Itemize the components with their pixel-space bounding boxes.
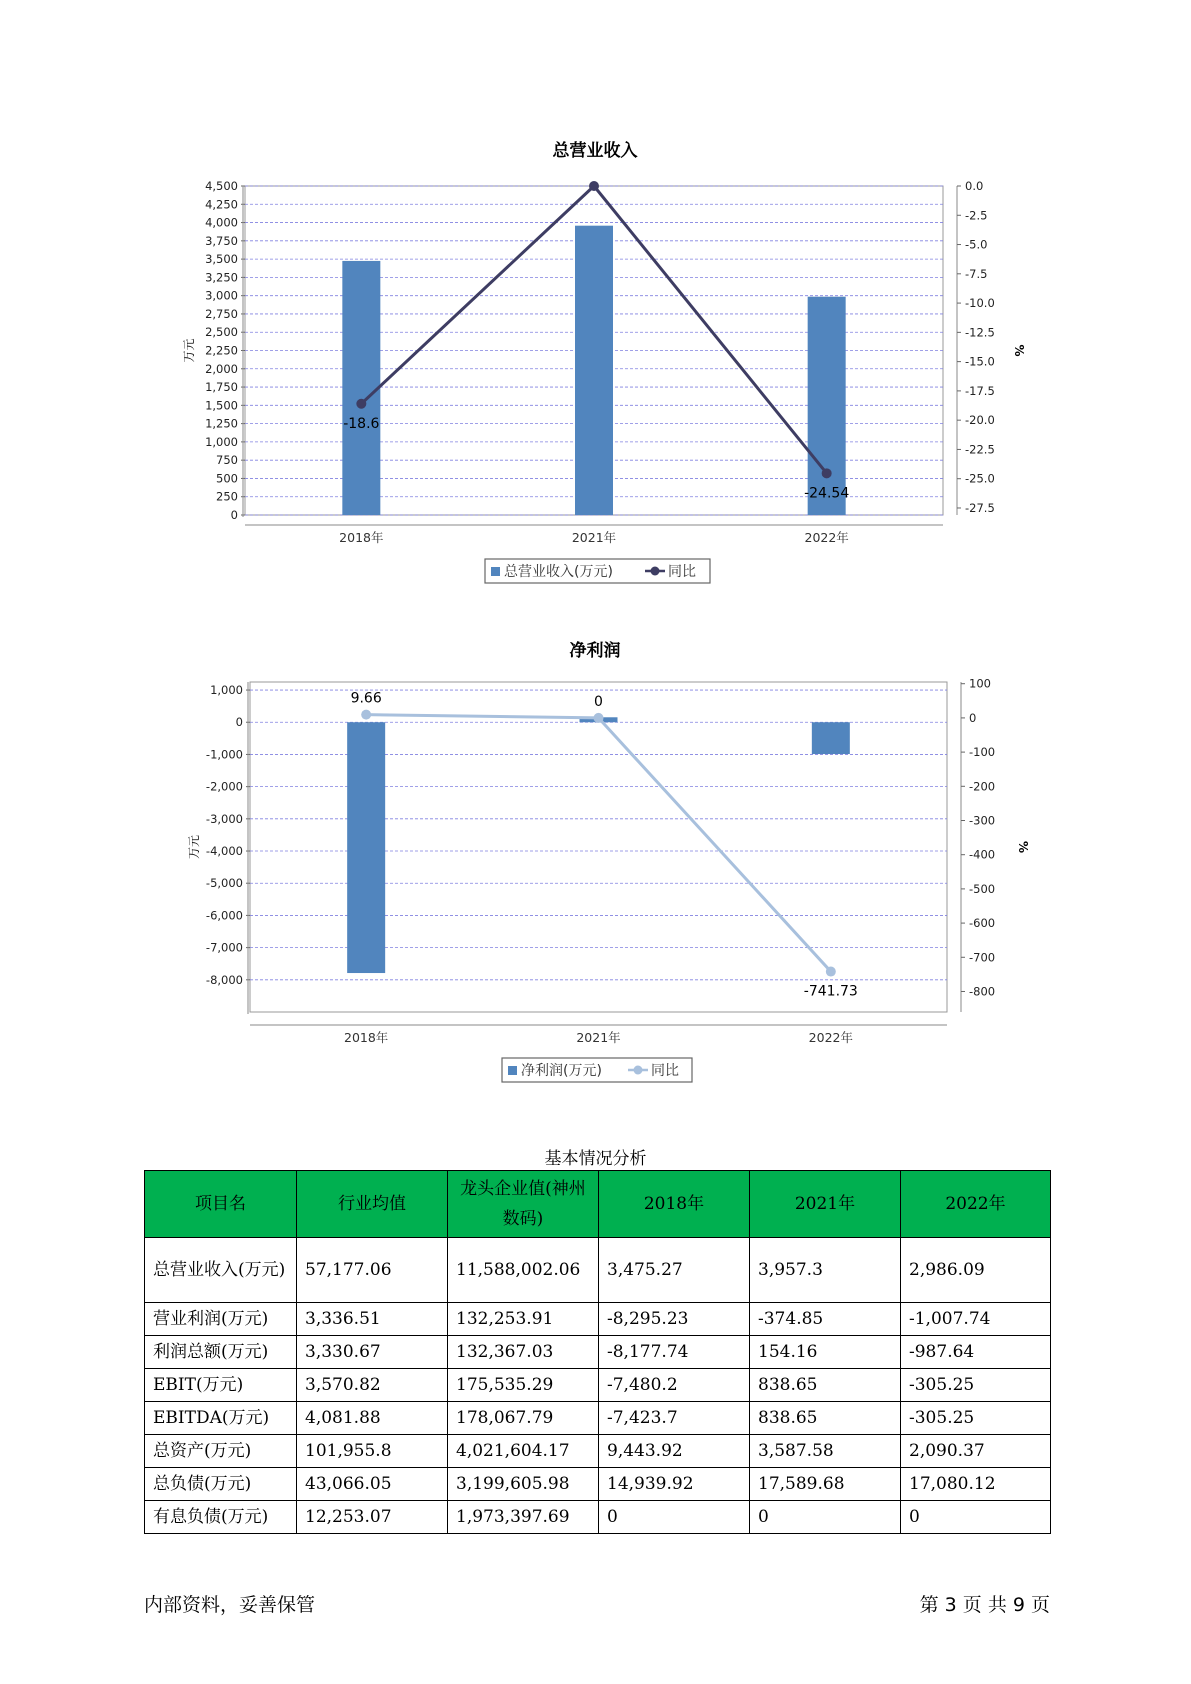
y2-tick-label: -17.5 xyxy=(965,383,995,398)
table-cell: 3,587.58 xyxy=(750,1435,901,1468)
table-cell: 12,253.07 xyxy=(297,1501,448,1534)
table-cell: 11,588,002.06 xyxy=(448,1238,599,1303)
y-tick-label: 1,500 xyxy=(205,398,238,413)
table-cell: -8,177.74 xyxy=(599,1336,750,1369)
data-label: -18.6 xyxy=(343,415,380,432)
y-axis-title: 万元 xyxy=(187,834,201,860)
row-label-cell: 有息负债(万元) xyxy=(145,1501,297,1534)
table-cell: 3,570.82 xyxy=(297,1369,448,1402)
y2-tick-label: -100 xyxy=(969,745,996,760)
legend-label-line: 同比 xyxy=(651,1063,679,1079)
chart-title: 总营业收入 xyxy=(552,141,638,161)
y2-tick-label: 100 xyxy=(969,676,991,691)
chart-svg xyxy=(0,130,1191,600)
basic-analysis-table xyxy=(144,1170,1051,1534)
bar-1 xyxy=(575,226,613,515)
table-cell: 2,090.37 xyxy=(901,1435,1051,1468)
table-cell: 0 xyxy=(599,1501,750,1534)
table-cell: -374.85 xyxy=(750,1303,901,1336)
legend-bar-swatch xyxy=(508,1066,517,1075)
footer-confidential: 内部资料，妥善保管 xyxy=(144,1594,316,1616)
table-cell: 3,475.27 xyxy=(599,1238,750,1303)
table-cell: 3,336.51 xyxy=(297,1303,448,1336)
y-tick-label: 3,250 xyxy=(205,270,238,285)
y2-tick-label: 0.0 xyxy=(965,179,984,193)
y-tick-label: -6,000 xyxy=(205,908,243,923)
table-cell: 43,066.05 xyxy=(297,1468,448,1501)
bar-2 xyxy=(812,722,850,754)
line-point-1 xyxy=(594,713,604,723)
table-title: 基本情况分析 xyxy=(544,1149,647,1169)
table-cell: 838.65 xyxy=(750,1402,901,1435)
table-cell: 178,067.79 xyxy=(448,1402,599,1435)
y2-tick-label: -22.5 xyxy=(965,442,995,457)
table-row xyxy=(145,1336,1051,1369)
revenue-chart xyxy=(0,130,1191,600)
y2-tick-label: -15.0 xyxy=(965,354,995,369)
y-tick-label: 500 xyxy=(216,471,238,486)
y2-tick-label: -400 xyxy=(969,847,996,862)
y2-tick-label: -200 xyxy=(969,779,996,794)
table-row xyxy=(145,1468,1051,1501)
header-leader-value: 龙头企业值(神州数码) xyxy=(448,1171,599,1238)
table-cell: 17,080.12 xyxy=(901,1468,1051,1501)
y2-tick-label: -2.5 xyxy=(965,208,988,223)
y-tick-label: 2,500 xyxy=(205,325,238,340)
y2-tick-label: -600 xyxy=(969,916,996,931)
x-tick-label: 2021年 xyxy=(576,1030,621,1045)
y-tick-label: 1,000 xyxy=(210,683,243,698)
x-tick-label: 2022年 xyxy=(808,1030,853,1045)
legend-label-bar: 总营业收入(万元) xyxy=(504,564,613,580)
y2-tick-label: -25.0 xyxy=(965,471,995,486)
y-tick-label: 4,000 xyxy=(205,215,238,230)
legend-label-bar: 净利润(万元) xyxy=(521,1063,602,1079)
y-tick-label: 3,000 xyxy=(205,288,238,303)
y-tick-label: 0 xyxy=(235,715,243,730)
table-row xyxy=(145,1501,1051,1534)
line-point-1 xyxy=(589,181,599,191)
legend-bar-swatch xyxy=(491,567,500,576)
y-tick-label: -8,000 xyxy=(205,972,243,987)
header-item-name: 项目名 xyxy=(145,1171,297,1238)
y-tick-label: -7,000 xyxy=(205,940,243,955)
y2-tick-label: 0 xyxy=(969,710,977,725)
y2-tick-label: -10.0 xyxy=(965,296,995,311)
row-label-cell: 总营业收入(万元) xyxy=(145,1238,297,1303)
table-cell: -1,007.74 xyxy=(901,1303,1051,1336)
table-cell: 17,589.68 xyxy=(750,1468,901,1501)
table-cell: -7,480.2 xyxy=(599,1369,750,1402)
table-row xyxy=(145,1303,1051,1336)
table-cell: 57,177.06 xyxy=(297,1238,448,1303)
y2-tick-label: -500 xyxy=(969,881,996,896)
data-label: -741.73 xyxy=(803,983,858,1000)
y-tick-label: 3,500 xyxy=(205,252,238,267)
table-cell: 0 xyxy=(901,1501,1051,1534)
y2-axis-title: % xyxy=(1012,344,1026,357)
table-cell: 3,330.67 xyxy=(297,1336,448,1369)
table-cell: 3,199,605.98 xyxy=(448,1468,599,1501)
table-cell: 14,939.92 xyxy=(599,1468,750,1501)
table-cell: 175,535.29 xyxy=(448,1369,599,1402)
table-cell: 154.16 xyxy=(750,1336,901,1369)
y2-tick-label: -800 xyxy=(969,984,996,999)
y-tick-label: 3,750 xyxy=(205,233,238,248)
y-tick-label: 0 xyxy=(230,508,238,522)
row-label-cell: 总资产(万元) xyxy=(145,1435,297,1468)
table-cell: -987.64 xyxy=(901,1336,1051,1369)
table-cell: 2,986.09 xyxy=(901,1238,1051,1303)
header-2022: 2022年 xyxy=(901,1171,1051,1238)
table-row xyxy=(145,1369,1051,1402)
line-point-2 xyxy=(826,967,836,977)
y-tick-label: 1,000 xyxy=(205,434,238,449)
net-profit-chart xyxy=(0,630,1191,1100)
x-tick-label: 2021年 xyxy=(571,530,617,545)
y2-tick-label: -5.0 xyxy=(965,237,988,252)
table-row xyxy=(145,1402,1051,1435)
table-cell: 132,367.03 xyxy=(448,1336,599,1369)
table-row xyxy=(145,1435,1051,1468)
row-label-cell: 营业利润(万元) xyxy=(145,1303,297,1336)
y-tick-label: 4,250 xyxy=(205,197,238,212)
y2-tick-label: -700 xyxy=(969,950,996,965)
table-cell: -305.25 xyxy=(901,1369,1051,1402)
table-cell: 4,021,604.17 xyxy=(448,1435,599,1468)
table-cell: 0 xyxy=(750,1501,901,1534)
bar-0 xyxy=(347,722,385,973)
table-cell: 132,253.91 xyxy=(448,1303,599,1336)
legend xyxy=(502,1058,692,1082)
y-tick-label: -3,000 xyxy=(205,811,243,826)
table-cell: 838.65 xyxy=(750,1369,901,1402)
legend xyxy=(485,559,710,583)
y-tick-label: 4,500 xyxy=(205,179,238,193)
row-label-cell: 总负债(万元) xyxy=(145,1468,297,1501)
table-header-row xyxy=(145,1171,1051,1238)
data-label: -24.54 xyxy=(804,485,850,502)
y2-axis-title: % xyxy=(1016,840,1030,854)
header-2021: 2021年 xyxy=(750,1171,901,1238)
y-tick-label: 2,000 xyxy=(205,361,238,376)
y2-tick-label: -300 xyxy=(969,813,996,828)
y2-tick-label: -7.5 xyxy=(965,266,988,281)
y2-tick-label: -12.5 xyxy=(965,325,995,340)
data-label: 0 xyxy=(594,693,603,710)
chart-title: 净利润 xyxy=(569,641,621,661)
y-tick-label: 1,750 xyxy=(205,380,238,395)
row-label-cell: EBIT(万元) xyxy=(145,1369,297,1402)
line-series xyxy=(366,715,831,972)
y-tick-label: 1,250 xyxy=(205,416,238,431)
x-tick-label: 2018年 xyxy=(344,1030,389,1045)
bar-2 xyxy=(808,297,846,515)
header-2018: 2018年 xyxy=(599,1171,750,1238)
table-cell: 1,973,397.69 xyxy=(448,1501,599,1534)
y-tick-label: -1,000 xyxy=(205,747,243,762)
y-tick-label: 2,250 xyxy=(205,343,238,358)
y-tick-label: 2,750 xyxy=(205,306,238,321)
legend-line-marker xyxy=(634,1066,643,1075)
table-cell: 3,957.3 xyxy=(750,1238,901,1303)
line-point-2 xyxy=(822,468,832,478)
table-cell: 9,443.92 xyxy=(599,1435,750,1468)
legend-label-line: 同比 xyxy=(668,564,696,580)
x-tick-label: 2022年 xyxy=(804,530,849,545)
table-cell: -305.25 xyxy=(901,1402,1051,1435)
y-tick-label: -2,000 xyxy=(205,779,243,794)
line-point-0 xyxy=(361,710,371,720)
header-industry-avg: 行业均值 xyxy=(297,1171,448,1238)
table-cell: -7,423.7 xyxy=(599,1402,750,1435)
y-tick-label: 250 xyxy=(216,489,238,504)
data-label: 9.66 xyxy=(350,690,382,707)
footer-page-number: 第 3 页 共 9 页 xyxy=(919,1594,1050,1616)
table-cell: -8,295.23 xyxy=(599,1303,750,1336)
y2-tick-label: -20.0 xyxy=(965,413,995,428)
chart-svg xyxy=(0,630,1191,1100)
y-tick-label: -4,000 xyxy=(205,844,243,859)
y-tick-label: 750 xyxy=(216,453,238,468)
table-cell: 101,955.8 xyxy=(297,1435,448,1468)
row-label-cell: 利润总额(万元) xyxy=(145,1336,297,1369)
y-tick-label: -5,000 xyxy=(205,876,243,891)
bar-0 xyxy=(342,261,380,515)
y-axis-title: 万元 xyxy=(182,338,196,363)
table-cell: 4,081.88 xyxy=(297,1402,448,1435)
y2-tick-label: -27.5 xyxy=(965,500,995,515)
table-row xyxy=(145,1238,1051,1303)
legend-line-marker xyxy=(651,567,660,576)
line-point-0 xyxy=(356,399,366,409)
row-label-cell: EBITDA(万元) xyxy=(145,1402,297,1435)
x-tick-label: 2018年 xyxy=(339,530,384,545)
